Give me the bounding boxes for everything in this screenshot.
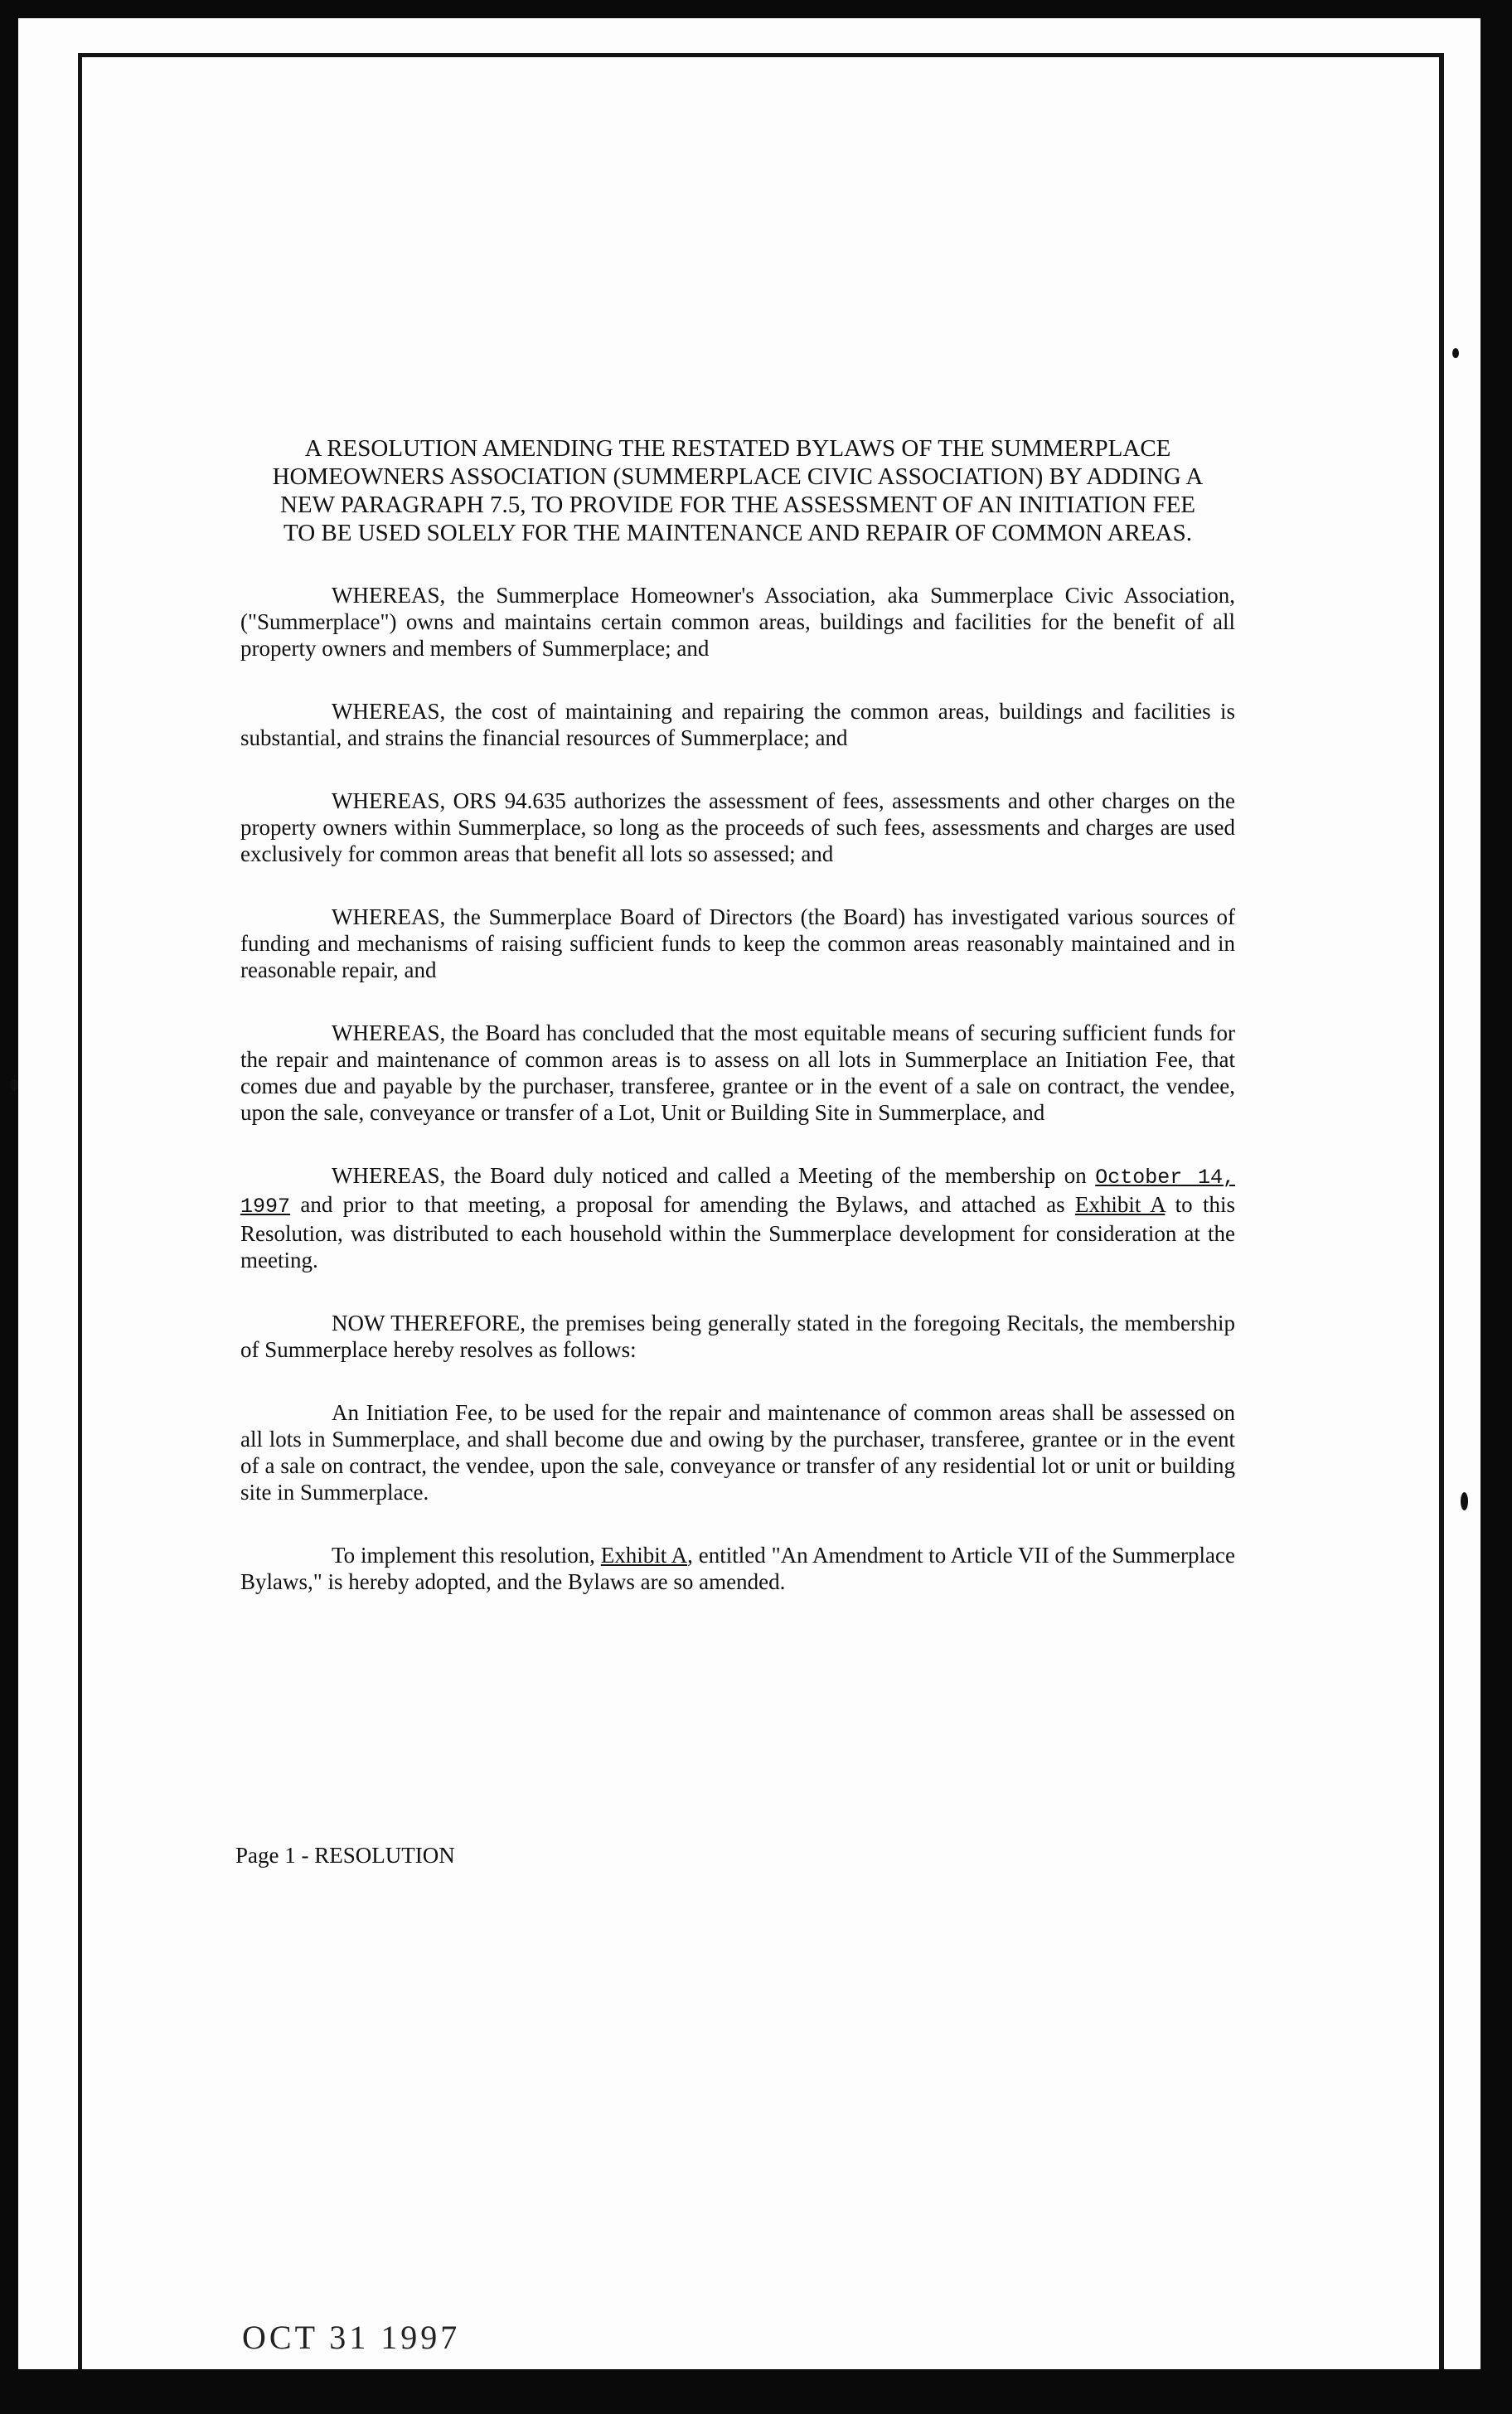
scan-speck: [10, 1079, 18, 1091]
page-footer: Page 1 - RESOLUTION: [235, 1843, 455, 1868]
document-title: A RESOLUTION AMENDING THE RESTATED BYLAWS OF THE SUMMERPLACE HOMEOWNERS ASSOCIATION (SUMMERPLACE CIVIC ASSOCIATION) BY ADDING A NEW PARAGRAPH 7.5, TO PROVIDE FOR THE ASSESSMENT OF AN INITIATION FEE TO BE USED SOLELY FOR THE MAINTENANCE AND REPAIR OF COMMON AREAS.: [272, 435, 1204, 546]
received-date-stamp: OCT 31 1997: [242, 2319, 461, 2356]
whereas-meeting-paragraph: [240, 1162, 1235, 1273]
meeting-intro: WHEREAS, the Board duly noticed and called a Meeting of the membership on: [332, 1163, 1087, 1188]
scan-edge-right: [1480, 0, 1512, 2414]
scan-speck: [1461, 1492, 1468, 1510]
implement-intro: To implement this resolution,: [332, 1543, 595, 1568]
resolution-body: [240, 434, 1235, 1631]
meeting-date: October 14, 1997: [240, 1166, 1236, 1219]
scan-edge-left: [0, 0, 18, 2414]
exhibit-a-reference: Exhibit A: [1074, 1192, 1166, 1217]
scan-edge-top: [0, 0, 1512, 18]
implement-end: , entitled "An Amendment to Article VII of the Summerplace Bylaws," is hereby adopted, and the Bylaws are so amended.: [240, 1543, 1235, 1594]
whereas-paragraph-3: WHEREAS, ORS 94.635 authorizes the assessment of fees, assessments and other charges on the property owners within Summerplace, so long as the proceeds of such fees, assessments and charges are used exclusively for common areas that benefit all lots so assessed; and: [240, 788, 1235, 866]
implement-paragraph: [240, 1542, 1235, 1595]
whereas-paragraph-2: WHEREAS, the cost of maintaining and repairing the common areas, buildings and facilities is substantial, and strains the financial resources of Summerplace; and: [240, 699, 1235, 750]
exhibit-a-link-text: Exhibit A: [600, 1543, 688, 1568]
whereas-paragraph-1: WHEREAS, the Summerplace Homeowner's Association, aka Summerplace Civic Association, ("Summerplace") owns and maintains certain common areas, buildings and facilities for the benefit of all property owners and members of Summerplace; and: [240, 583, 1235, 661]
initiation-fee-paragraph: An Initiation Fee, to be used for the repair and maintenance of common areas shall be assessed on all lots in Summerplace, and shall become due and owing by the purchaser, transferee, grantee or in the event of a sale on contract, the vendee, upon the sale, conveyance or transfer of any residential lot or unit or building site in Summerplace.: [240, 1400, 1235, 1505]
whereas-paragraph-4: WHEREAS, the Summerplace Board of Directors (the Board) has investigated various sources of funding and mechanisms of raising sufficient funds to keep the common areas reasonably maintained and in reasonable repair, and: [240, 904, 1235, 982]
scan-speck: [1452, 348, 1459, 358]
now-therefore-paragraph: NOW THEREFORE, the premises being generally stated in the foregoing Recitals, the membership of Summerplace hereby resolves as follows:: [240, 1311, 1235, 1362]
meeting-middle: and prior to that meeting, a proposal for amending the Bylaws, and attached as: [300, 1192, 1065, 1217]
scan-edge-bottom: [0, 2369, 1512, 2414]
meeting-end: to this Resolution, was distributed to each household within the Summerplace development for consideration at the meeting.: [240, 1192, 1235, 1272]
whereas-paragraph-5: WHEREAS, the Board has concluded that the most equitable means of securing sufficient funds for the repair and maintenance of common areas is to assess on all lots in Summerplace an Initiation Fee, that comes due and payable by the purchaser, transferee, grantee or in the event of a sale on contract, the vendee, upon the sale, conveyance or transfer of a Lot, Unit or Building Site in Summerplace, and: [240, 1020, 1235, 1125]
